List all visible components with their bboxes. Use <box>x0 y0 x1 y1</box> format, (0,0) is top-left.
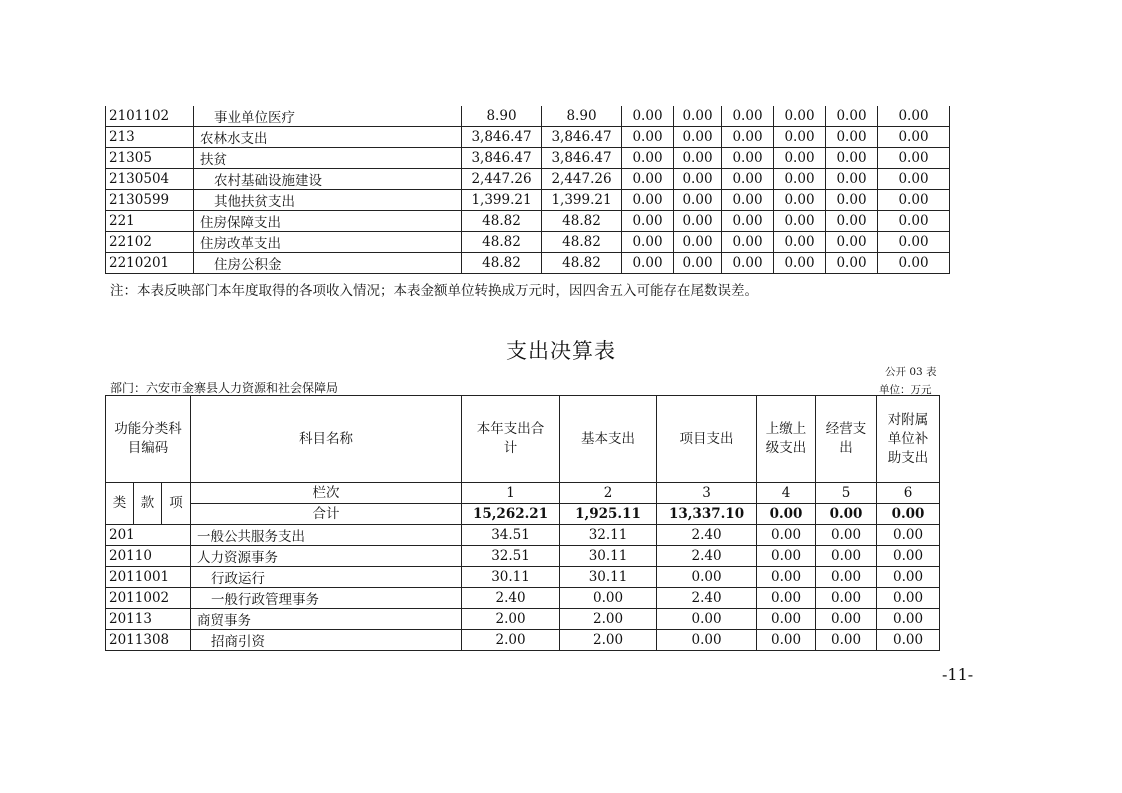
table-row <box>106 190 950 211</box>
row-value: 48.82 <box>462 253 542 274</box>
row-value: 0.00 <box>816 525 877 546</box>
row-value: 48.82 <box>462 232 542 253</box>
row-value: 0.00 <box>816 609 877 630</box>
header-subsidiary: 对附属单位补助支出 <box>877 396 940 483</box>
row-value: 30.11 <box>560 546 657 567</box>
row-value: 2.00 <box>560 630 657 651</box>
row-name: 农村基础设施建设 <box>194 169 462 190</box>
total-value: 1,925.11 <box>560 504 657 525</box>
row-value: 0.00 <box>757 630 816 651</box>
table-row <box>106 169 950 190</box>
row-value: 0.00 <box>774 190 826 211</box>
row-code: 2011001 <box>106 567 191 588</box>
header-code: 功能分类科目编码 <box>106 396 191 483</box>
row-code: 221 <box>106 211 194 232</box>
row-value: 0.00 <box>826 232 878 253</box>
row-value: 0.00 <box>622 169 674 190</box>
row-value: 0.00 <box>877 588 940 609</box>
row-value: 1,399.21 <box>462 190 542 211</box>
row-value: 0.00 <box>826 148 878 169</box>
row-value: 32.11 <box>560 525 657 546</box>
row-code: 2011002 <box>106 588 191 609</box>
row-code: 20110 <box>106 546 191 567</box>
row-code: 2130599 <box>106 190 194 211</box>
row-value: 0.00 <box>674 253 722 274</box>
row-value: 0.00 <box>622 211 674 232</box>
table-row <box>106 525 940 546</box>
row-value: 2.40 <box>657 525 757 546</box>
row-value: 0.00 <box>674 106 722 127</box>
row-code: 213 <box>106 127 194 148</box>
row-name: 扶贫 <box>194 148 462 169</box>
row-value: 0.00 <box>722 169 774 190</box>
row-name: 商贸事务 <box>191 609 462 630</box>
row-value: 34.51 <box>462 525 560 546</box>
total-value: 0.00 <box>757 504 816 525</box>
row-name: 事业单位医疗 <box>194 106 462 127</box>
row-value: 0.00 <box>878 253 950 274</box>
row-name: 招商引资 <box>191 630 462 651</box>
row-value: 0.00 <box>774 232 826 253</box>
header-row <box>106 396 940 483</box>
row-value: 0.00 <box>816 546 877 567</box>
row-value: 0.00 <box>774 253 826 274</box>
row-name: 住房保障支出 <box>194 211 462 232</box>
row-value: 48.82 <box>542 253 622 274</box>
column-number: 4 <box>757 483 816 504</box>
row-value: 0.00 <box>722 148 774 169</box>
department-label: 部门：六安市金寨县人力资源和社会保障局 <box>110 381 339 395</box>
row-value: 0.00 <box>816 588 877 609</box>
row-value: 0.00 <box>622 253 674 274</box>
header-basic: 基本支出 <box>560 396 657 483</box>
row-value: 0.00 <box>774 148 826 169</box>
row-value: 0.00 <box>722 106 774 127</box>
total-row <box>106 504 940 525</box>
row-value: 32.51 <box>462 546 560 567</box>
row-value: 0.00 <box>816 567 877 588</box>
row-value: 0.00 <box>657 630 757 651</box>
page-number: -11- <box>942 665 974 684</box>
row-value: 0.00 <box>878 211 950 232</box>
row-value: 0.00 <box>877 525 940 546</box>
row-value: 0.00 <box>674 127 722 148</box>
row-value: 0.00 <box>877 567 940 588</box>
row-value: 0.00 <box>757 609 816 630</box>
column-number: 6 <box>877 483 940 504</box>
row-value: 2.00 <box>560 609 657 630</box>
row-value: 0.00 <box>877 630 940 651</box>
row-code: 201 <box>106 525 191 546</box>
row-value: 2.00 <box>462 630 560 651</box>
row-value: 0.00 <box>877 546 940 567</box>
table-row <box>106 211 950 232</box>
row-value: 0.00 <box>878 148 950 169</box>
header-total: 本年支出合计 <box>462 396 560 483</box>
unit-label: 单位：万元 <box>879 384 932 396</box>
row-code: 2210201 <box>106 253 194 274</box>
row-value: 0.00 <box>722 211 774 232</box>
row-value: 0.00 <box>757 546 816 567</box>
row-value: 0.00 <box>657 567 757 588</box>
row-value: 1,399.21 <box>542 190 622 211</box>
row-value: 2.40 <box>462 588 560 609</box>
row-code: 2130504 <box>106 169 194 190</box>
header-name: 科目名称 <box>191 396 462 483</box>
row-name: 一般公共服务支出 <box>191 525 462 546</box>
row-code: 2101102 <box>106 106 194 127</box>
expense-table <box>105 395 940 651</box>
table-row <box>106 567 940 588</box>
row-value: 2.40 <box>657 588 757 609</box>
row-value: 0.00 <box>826 190 878 211</box>
row-name: 住房改革支出 <box>194 232 462 253</box>
row-value: 0.00 <box>878 127 950 148</box>
column-label: 栏次 <box>191 483 462 504</box>
row-value: 0.00 <box>878 190 950 211</box>
total-value: 13,337.10 <box>657 504 757 525</box>
table-row <box>106 232 950 253</box>
row-value: 0.00 <box>622 232 674 253</box>
header-kuan: 款 <box>134 483 162 525</box>
row-value: 30.11 <box>462 567 560 588</box>
row-value: 0.00 <box>774 169 826 190</box>
row-value: 0.00 <box>622 190 674 211</box>
row-value: 48.82 <box>542 232 622 253</box>
row-name: 一般行政管理事务 <box>191 588 462 609</box>
table-row <box>106 148 950 169</box>
row-value: 2,447.26 <box>462 169 542 190</box>
row-value: 0.00 <box>826 253 878 274</box>
row-value: 3,846.47 <box>542 127 622 148</box>
header-upper: 上缴上级支出 <box>757 396 816 483</box>
table-row <box>106 630 940 651</box>
column-number: 2 <box>560 483 657 504</box>
row-value: 3,846.47 <box>462 127 542 148</box>
row-value: 2.40 <box>657 546 757 567</box>
row-value: 0.00 <box>816 630 877 651</box>
header-xiang: 项 <box>162 483 191 525</box>
row-value: 0.00 <box>674 190 722 211</box>
row-value: 0.00 <box>878 232 950 253</box>
row-value: 0.00 <box>674 169 722 190</box>
row-value: 0.00 <box>774 106 826 127</box>
column-number: 5 <box>816 483 877 504</box>
header-lei: 类 <box>106 483 134 525</box>
row-value: 0.00 <box>757 567 816 588</box>
header-project: 项目支出 <box>657 396 757 483</box>
row-value: 0.00 <box>622 127 674 148</box>
row-value: 0.00 <box>722 253 774 274</box>
row-value: 0.00 <box>757 588 816 609</box>
row-value: 48.82 <box>462 211 542 232</box>
row-value: 48.82 <box>542 211 622 232</box>
page-title: 支出决算表 <box>506 339 616 363</box>
table-note: 注：本表反映部门本年度取得的各项收入情况；本表金额单位转换成万元时，因四舍五入可能存在尾数误差。 <box>110 283 758 299</box>
row-value: 2,447.26 <box>542 169 622 190</box>
row-name: 行政运行 <box>191 567 462 588</box>
row-value: 2.00 <box>462 609 560 630</box>
table-row <box>106 609 940 630</box>
row-value: 8.90 <box>542 106 622 127</box>
table-row <box>106 588 940 609</box>
row-value: 30.11 <box>560 567 657 588</box>
row-code: 20113 <box>106 609 191 630</box>
row-value: 0.00 <box>722 232 774 253</box>
row-value: 0.00 <box>674 232 722 253</box>
row-value: 0.00 <box>674 211 722 232</box>
column-number: 3 <box>657 483 757 504</box>
income-table-continuation <box>105 106 950 274</box>
total-value: 0.00 <box>877 504 940 525</box>
row-value: 0.00 <box>622 106 674 127</box>
table-row <box>106 127 950 148</box>
row-name: 其他扶贫支出 <box>194 190 462 211</box>
row-code: 21305 <box>106 148 194 169</box>
row-value: 8.90 <box>462 106 542 127</box>
row-value: 3,846.47 <box>542 148 622 169</box>
row-value: 0.00 <box>657 609 757 630</box>
row-value: 0.00 <box>622 148 674 169</box>
row-value: 3,846.47 <box>462 148 542 169</box>
row-value: 0.00 <box>877 609 940 630</box>
total-value: 15,262.21 <box>462 504 560 525</box>
row-value: 0.00 <box>774 211 826 232</box>
row-code: 2011308 <box>106 630 191 651</box>
row-name: 人力资源事务 <box>191 546 462 567</box>
row-name: 农林水支出 <box>194 127 462 148</box>
row-value: 0.00 <box>826 106 878 127</box>
row-name: 住房公积金 <box>194 253 462 274</box>
row-value: 0.00 <box>826 211 878 232</box>
column-number-row <box>106 483 940 504</box>
row-value: 0.00 <box>757 525 816 546</box>
row-value: 0.00 <box>878 106 950 127</box>
row-value: 0.00 <box>722 190 774 211</box>
row-code: 22102 <box>106 232 194 253</box>
row-value: 0.00 <box>722 127 774 148</box>
row-value: 0.00 <box>826 169 878 190</box>
total-label: 合计 <box>191 504 462 525</box>
row-value: 0.00 <box>878 169 950 190</box>
form-number: 公开 03 表 <box>885 366 937 378</box>
table-row <box>106 546 940 567</box>
column-number: 1 <box>462 483 560 504</box>
header-business: 经营支出 <box>816 396 877 483</box>
table-row <box>106 253 950 274</box>
row-value: 0.00 <box>560 588 657 609</box>
row-value: 0.00 <box>674 148 722 169</box>
total-value: 0.00 <box>816 504 877 525</box>
row-value: 0.00 <box>826 127 878 148</box>
row-value: 0.00 <box>774 127 826 148</box>
table-row <box>106 106 950 127</box>
